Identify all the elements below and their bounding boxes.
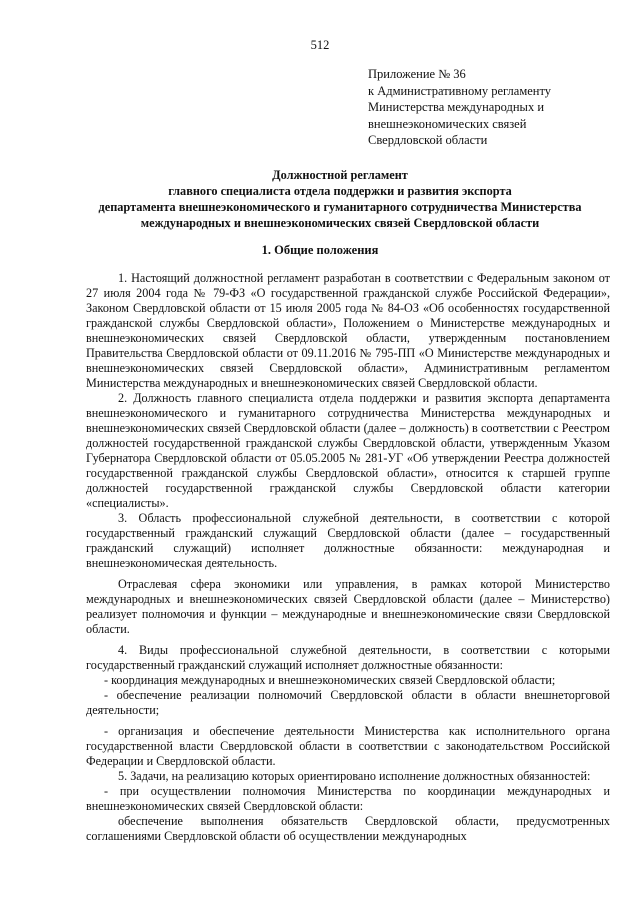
title-line: Должностной регламент xyxy=(272,168,408,182)
document-title xyxy=(60,167,620,231)
appendix-line: Приложение № 36 xyxy=(368,67,466,81)
paragraph-4: 4. Виды профессиональной служебной деятельности, в соответствии с которыми государственный гражданский служащий исполняет должностные обязанности: xyxy=(86,643,610,672)
paragraph-1: 1. Настоящий должностной регламент разработан в соответствии с Федеральным законом от 27 июля 2004 года № 79-ФЗ «О государственной гражданской службе Российской Федерации», Законом Свердловской области от 15 июля 2005 года № 84-ОЗ «Об особенностях государственной гражданской службы Свердловской области», Положением о Министерстве международных и внешнеэкономических связей Свердловской области, утвержденным постановлением Правительства Свердловской области от 09.11.2016 № 795-ПП «О Министерстве международных и внешнеэкономических связей Свердловской области», Административным регламентом Министерства международных и внешнеэкономических связей Свердловской области. xyxy=(86,271,610,390)
appendix-line: внешнеэкономических связей xyxy=(368,116,527,131)
list-item: - организация и обеспечение деятельности Министерства как исполнительного органа государственной власти Свердловской области в соответствии с законодательством Российской Федерации и Свердловской области. xyxy=(86,724,610,768)
section-title: 1. Общие положения xyxy=(261,243,379,257)
paragraph-task: обеспечение выполнения обязательств Свердловской области, предусмотренных соглашениями Свердловской области об осуществлении международных xyxy=(86,814,610,843)
paragraph-2: 2. Должность главного специалиста отдела поддержки и развития экспорта департамента внешнеэкономического и гуманитарного сотрудничества Министерства международных и внешнеэкономических связей Свердловской области (далее – должность) в соответствии с Реестром должностей государственной гражданской службы Свердловской области, утвержденным Указом Губернатора Свердловской области от 05.05.2005 № 281-УГ «Об утверждении Реестра должностей государственной гражданской службы Свердловской области», относится к старшей группе должностей государственной гражданской службы Свердловской области категории «специалисты». xyxy=(86,391,610,510)
title-line: международных и внешнеэкономических связей Свердловской области xyxy=(140,216,540,230)
page-number: 512 xyxy=(310,38,330,52)
document-body xyxy=(86,271,610,844)
appendix-line: Министерства международных и xyxy=(368,100,545,114)
list-item: - координация международных и внешнеэкономических связей Свердловской области; xyxy=(104,673,556,687)
paragraph-sector: Отраслевая сфера экономики или управления, в рамках которой Министерство международных и внешнеэкономических связей Свердловской области (далее – Министерство) реализует полномочия и функции – международные и внешнеэкономические связи Свердловской области. xyxy=(86,577,610,636)
list-item: - обеспечение реализации полномочий Свердловской области в области внешнеторговой деятельности; xyxy=(86,688,610,717)
paragraph-3: 3. Область профессиональной служебной деятельности, в соответствии с которой государственный гражданский служащий Свердловской области (далее – государственный гражданский служащий) исполняет должностные обязанности: международная и внешнеэкономическая деятельность. xyxy=(86,511,610,570)
appendix-block xyxy=(368,66,551,149)
appendix-line: Свердловской области xyxy=(368,133,488,147)
appendix-line: к Административному регламенту xyxy=(368,83,552,98)
list-item: - при осуществлении полномочия Министерства по координации международных и внешнеэкономических связей Свердловской области: xyxy=(86,784,610,813)
paragraph-5: 5. Задачи, на реализацию которых ориентировано исполнение должностных обязанностей: xyxy=(118,769,591,783)
title-line: департамента внешнеэкономического и гуманитарного сотрудничества Министерства xyxy=(98,200,582,214)
title-line: главного специалиста отдела поддержки и развития экспорта xyxy=(168,184,512,198)
